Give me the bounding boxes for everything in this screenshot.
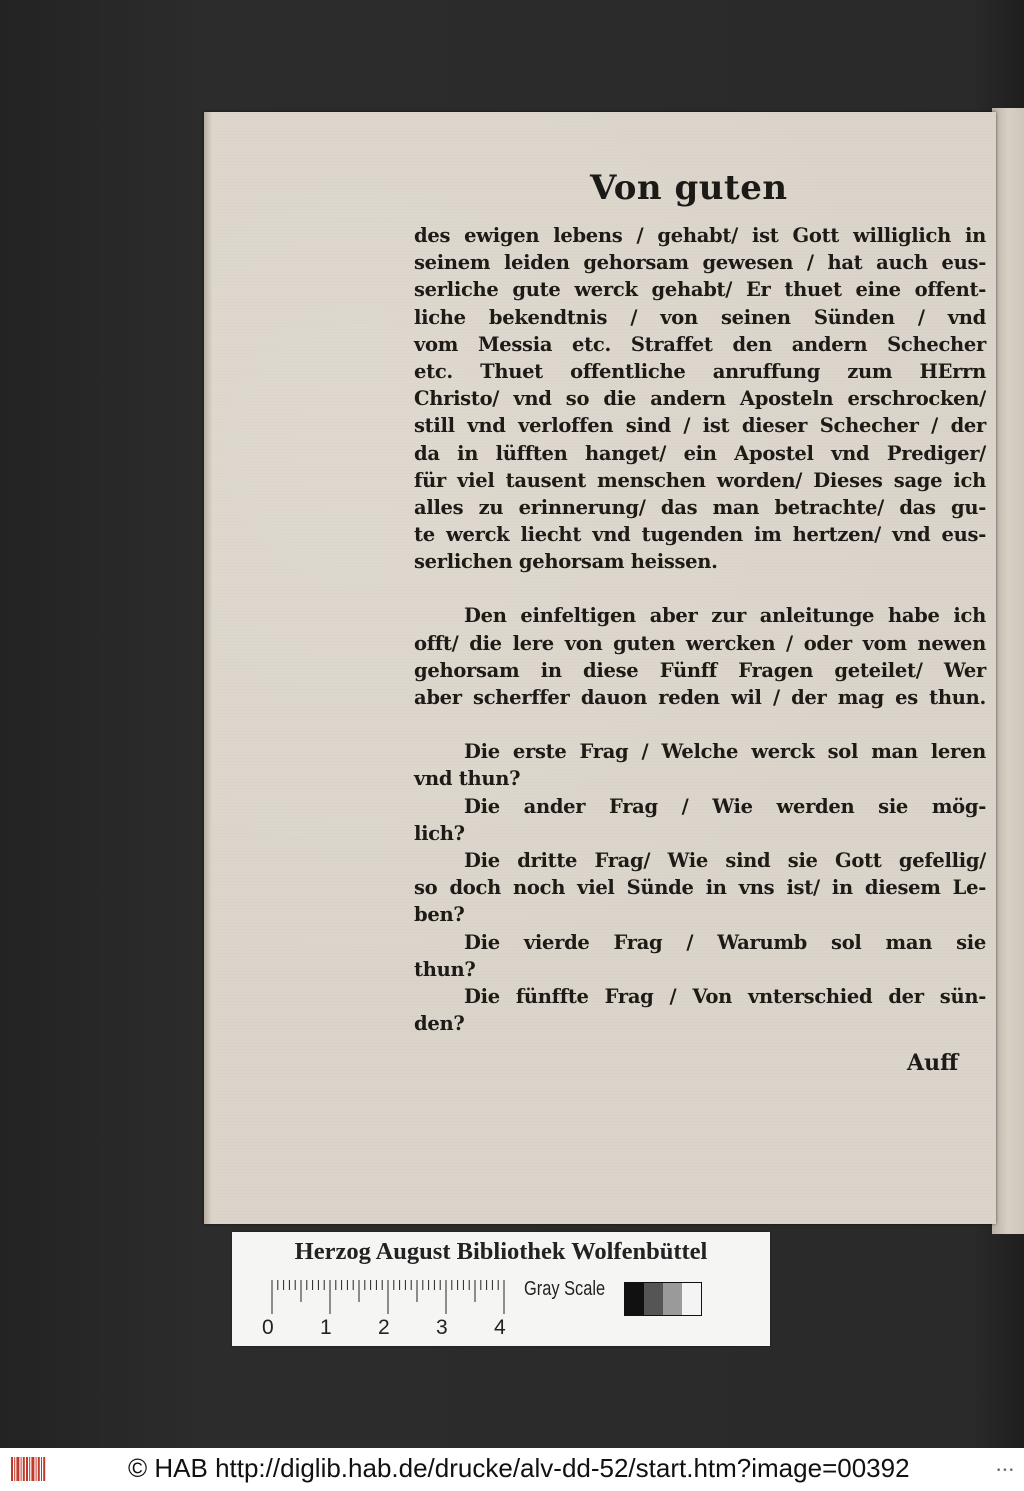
- text-line: aber scherffer dauon reden wil / der mag es thun.: [414, 686, 986, 709]
- text-line: gehorsam in diese Fünff Fragen geteilet/ Wer: [414, 658, 986, 682]
- question-line: Die dritte Frag/ Wie sind sie Gott gefellig/: [464, 848, 986, 872]
- ruler-scale: [270, 1278, 510, 1318]
- text-line: Christo/ vnd so die andern Aposteln erschrocken/: [414, 387, 986, 411]
- question-line: ben?: [414, 903, 465, 927]
- question-line: so doch noch viel Sünde in vns ist/ in diesem Le-: [414, 876, 986, 900]
- gray-swatch: [663, 1283, 682, 1315]
- ruler-number: 0: [262, 1316, 274, 1339]
- ruler-number: 4: [494, 1316, 506, 1339]
- catchword: Auff: [907, 1050, 959, 1076]
- text-line: offt/ die lere von guten wercken / oder vom newen: [414, 631, 986, 655]
- gray-swatch: [682, 1283, 701, 1315]
- text-line: alles zu erinnerung/ das man betrachte/ das gu-: [414, 495, 986, 519]
- text-line: etc. Thuet offentliche anruffung zum HErrn: [414, 359, 986, 383]
- gray-scale-label: Gray Scale: [524, 1278, 606, 1300]
- question-line: Die erste Frag / Welche werck sol man leren: [464, 740, 986, 764]
- next-page-edge: [992, 108, 1024, 1234]
- question-line: lich?: [414, 821, 465, 845]
- text-line: Den einfeltigen aber zur anleitunge habe ich: [464, 604, 986, 628]
- gray-swatch: [625, 1283, 644, 1315]
- footer-copyright-link[interactable]: © HAB http://diglib.hab.de/drucke/alv-dd-52/start.htm?image=00392: [128, 1453, 910, 1483]
- question-line: Die ander Frag / Wie werden sie mög-: [464, 794, 986, 818]
- ruler-number: 3: [436, 1316, 448, 1339]
- color-reference-card: [232, 1232, 770, 1346]
- gray-swatch: [644, 1283, 663, 1315]
- ruler-number: 1: [320, 1316, 332, 1339]
- question-line: vnd thun?: [414, 767, 521, 791]
- text-line: te werck liecht vnd tugenden im hertzen/ vnd eus-: [414, 523, 986, 547]
- text-line: liche bekendtnis / von seinen Sünden / vnd: [414, 305, 986, 329]
- footer-bar: [0, 1448, 1024, 1491]
- card-title: Herzog August Bibliothek Wolfenbüttel: [294, 1238, 708, 1265]
- question-line: Die fünffte Frag / Von vnterschied der sün-: [464, 984, 986, 1008]
- ruler-numbers: [262, 1316, 522, 1340]
- hab-barcode-logo-icon: [10, 1456, 48, 1482]
- text-line: serlichen gehorsam heissen.: [414, 550, 718, 574]
- text-line: des ewigen lebens / gehabt/ ist Gott williglich in: [414, 224, 986, 247]
- page-text: [414, 222, 986, 1037]
- question-line: Die vierde Frag / Warumb sol man sie: [464, 930, 986, 954]
- gray-scale-swatches: [624, 1282, 702, 1316]
- text-line: still vnd verloffen sind / ist dieser Schecher / der: [414, 414, 986, 438]
- text-line: serliche gute werck gehabt/ Er thuet eine offent-: [414, 278, 986, 302]
- footer-dots-icon: •••: [996, 1466, 1015, 1476]
- ruler-number: 2: [378, 1316, 390, 1339]
- text-line: für viel tausent menschen worden/ Dieses sage ich: [414, 468, 986, 492]
- page-header: Von guten: [590, 168, 788, 208]
- question-line: thun?: [414, 957, 476, 981]
- page-edge: [204, 112, 212, 1224]
- question-line: den?: [414, 1012, 465, 1036]
- text-line: seinem leiden gehorsam gewesen / hat auch eus-: [414, 251, 986, 275]
- text-line: da in lüfften hanget/ ein Apostel vnd Prediger/: [414, 441, 986, 465]
- text-line: vom Messia etc. Straffet den andern Schecher: [414, 332, 986, 356]
